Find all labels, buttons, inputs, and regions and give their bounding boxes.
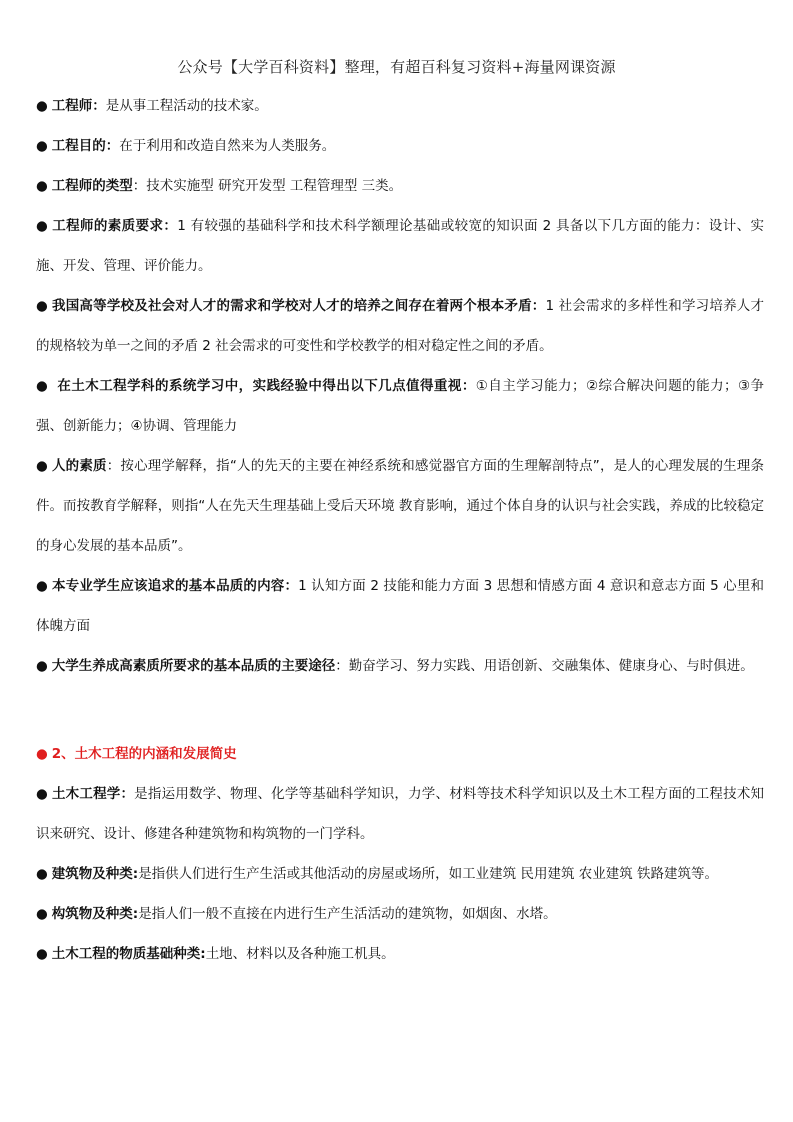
term-definition: 1 认知方面 2 技能和能力方面 3 思想和情感方面 4 意识和意志方面 5 心里和体魄方面 (36, 578, 765, 634)
term-definition: 1 有较强的基础科学和技术科学额理论基础或较宽的知识面 2 具备以下几方面的能力：设计、实施、开发、管理、评价能力。 (36, 218, 765, 274)
bullet-icon: ● (36, 658, 48, 674)
paragraph-basic-qualities (36, 566, 764, 646)
term-definition: 是指供人们进行生产生活或其他活动的房屋或场所，如工业建筑 民用建筑 农业建筑 铁路建筑等。 (138, 866, 719, 882)
term-definition: 1 社会需求的多样性和学习培养人才的规格较为单一之间的矛盾 2 社会需求的可变性和学校教学的相对稳定性之间的矛盾。 (36, 298, 765, 354)
bullet-icon: ● (36, 458, 48, 474)
bullet-icon: ● (36, 906, 48, 922)
term-definition: ：技术实施型 研究开发型 工程管理型 三类。 (132, 178, 403, 194)
bullet-icon: ● (36, 178, 48, 194)
bullet-icon: ● (36, 946, 48, 962)
term-definition: 是指人们一般不直接在内进行生产生活活动的建筑物，如烟囱、水塔。 (138, 906, 557, 922)
term-definition: 在于利用和改造自然来为人类服务。 (119, 138, 336, 154)
term-definition: 土地、材料以及各种施工机具。 (205, 946, 395, 962)
paragraph-civil-engineering (36, 774, 764, 854)
page-header: 公众号【大学百科资料】整理，有超百科复习资料+海量网课资源 (177, 58, 616, 76)
term-definition: 是指运用数学、物理、化学等基础科学知识，力学、材料等技术科学知识以及土木工程方面的工程技术知识来研究、设计、修建各种建筑物和构筑物的一门学科。 (36, 786, 765, 842)
term-definition: ①自主学习能力；②综合解决问题的能力；③争强、创新能力；④协调、管理能力 (36, 378, 765, 434)
term-label: 建筑物及种类: (51, 866, 139, 882)
bullet-icon: ● (36, 786, 48, 802)
term-label: 工程师的类型 (51, 178, 133, 194)
term-label: 大学生养成高素质所要求的基本品质的主要途径 (51, 658, 336, 674)
paragraph-engineer-requirements (36, 206, 764, 286)
section-heading (36, 734, 764, 774)
bullet-icon: ● (36, 578, 48, 594)
term-label: 在土木工程学科的系统学习中，实践经验中得出以下几点值得重视： (52, 378, 476, 394)
term-label: 我国高等学校及社会对人才的需求和学校对人才的培养之间存在着两个根本矛盾： (52, 298, 546, 314)
term-definition: ：按心理学解释，指“人的先天的主要在神经系统和感觉器官方面的生理解剖特点”，是人的心理发展的生理条件。而按教育学解释，则指“人在先天生理基础上受后天环境 教育影响，通过个体自身的认识与社会实践，养成的比较稳定的身心发展的基本品质”。 (36, 458, 764, 554)
term-label: 人的素质 (51, 458, 107, 474)
paragraph-practice-experience (36, 366, 764, 446)
term-label: 土木工程学： (51, 786, 135, 802)
paragraph-quality-paths (36, 646, 764, 686)
paragraph-contradictions (36, 286, 764, 366)
term-label: 工程目的： (51, 138, 120, 154)
section-heading-text: 2、土木工程的内涵和发展简史 (51, 746, 237, 762)
term-definition: ：勤奋学习、努力实践、用语创新、交融集体、健康身心、与时俱进。 (335, 658, 754, 674)
section-gap (36, 686, 764, 734)
term-label: 土木工程的物质基础种类: (51, 946, 206, 962)
paragraph-human-quality (36, 446, 764, 566)
paragraph-engineering-purpose (36, 126, 764, 166)
term-label: 工程师的素质要求： (52, 218, 178, 234)
paragraph-engineer (36, 86, 764, 126)
bullet-icon: ● (36, 746, 48, 762)
bullet-icon: ● (36, 298, 48, 314)
paragraph-engineer-types (36, 166, 764, 206)
term-label: 构筑物及种类: (51, 906, 139, 922)
bullet-icon: ● (36, 218, 49, 234)
term-label: 工程师： (51, 98, 106, 114)
paragraph-material-basis (36, 934, 764, 974)
term-definition: 是从事工程活动的技术家。 (105, 98, 268, 114)
paragraph-buildings (36, 854, 764, 894)
document-body (36, 86, 764, 974)
bullet-icon: ● (36, 138, 48, 154)
bullet-icon: ● (36, 378, 49, 394)
term-label: 本专业学生应该追求的基本品质的内容： (51, 578, 299, 594)
bullet-icon: ● (36, 866, 48, 882)
bullet-icon: ● (36, 98, 48, 114)
paragraph-structures (36, 894, 764, 934)
